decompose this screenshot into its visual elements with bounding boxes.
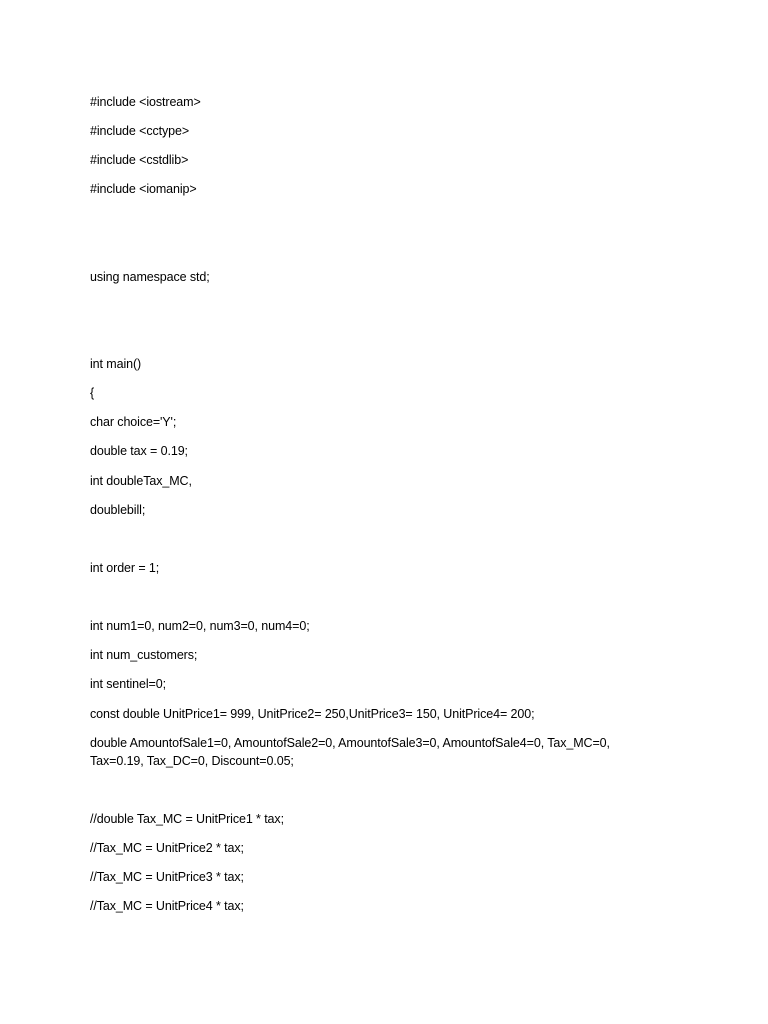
code-line-tax-declaration: double tax = 0.19; xyxy=(90,444,188,458)
code-line-comment-tax-mc-3: //Tax_MC = UnitPrice3 * tax; xyxy=(90,870,244,884)
code-line-comment-tax-mc-2: //Tax_MC = UnitPrice2 * tax; xyxy=(90,841,244,855)
code-line-choice-declaration: char choice='Y'; xyxy=(90,415,177,429)
code-line-comment-tax-mc-1: //double Tax_MC = UnitPrice1 * tax; xyxy=(90,812,284,826)
code-line-include-iostream: #include <iostream> xyxy=(90,95,201,109)
code-line-include-cctype: #include <cctype> xyxy=(90,124,190,138)
code-line-sentinel: int sentinel=0; xyxy=(90,677,166,691)
code-line-open-brace: { xyxy=(90,386,95,400)
code-line-using-namespace: using namespace std; xyxy=(90,270,210,284)
code-line-doublebill: doublebill; xyxy=(90,503,146,517)
code-line-num-customers: int num_customers; xyxy=(90,648,198,662)
code-line-include-cstdlib: #include <cstdlib> xyxy=(90,153,189,167)
code-line-amount-of-sale-declarations: double AmountofSale1=0, AmountofSale2=0, AmountofSale3=0, AmountofSale4=0, Tax_MC=0, Tax=0.19, Tax_DC=0, Discount=0.05; xyxy=(90,736,614,768)
code-line-main-signature: int main() xyxy=(90,357,142,371)
code-line-include-iomanip: #include <iomanip> xyxy=(90,182,197,196)
code-line-comment-tax-mc-4: //Tax_MC = UnitPrice4 * tax; xyxy=(90,899,244,913)
code-line-order-declaration: int order = 1; xyxy=(90,561,160,575)
code-line-num-declarations: int num1=0, num2=0, num3=0, num4=0; xyxy=(90,619,310,633)
code-line-unitprice-constants: const double UnitPrice1= 999, UnitPrice2= 250,UnitPrice3= 150, UnitPrice4= 200; xyxy=(90,707,535,721)
code-line-doubletax-declaration: int doubleTax_MC, xyxy=(90,474,192,488)
